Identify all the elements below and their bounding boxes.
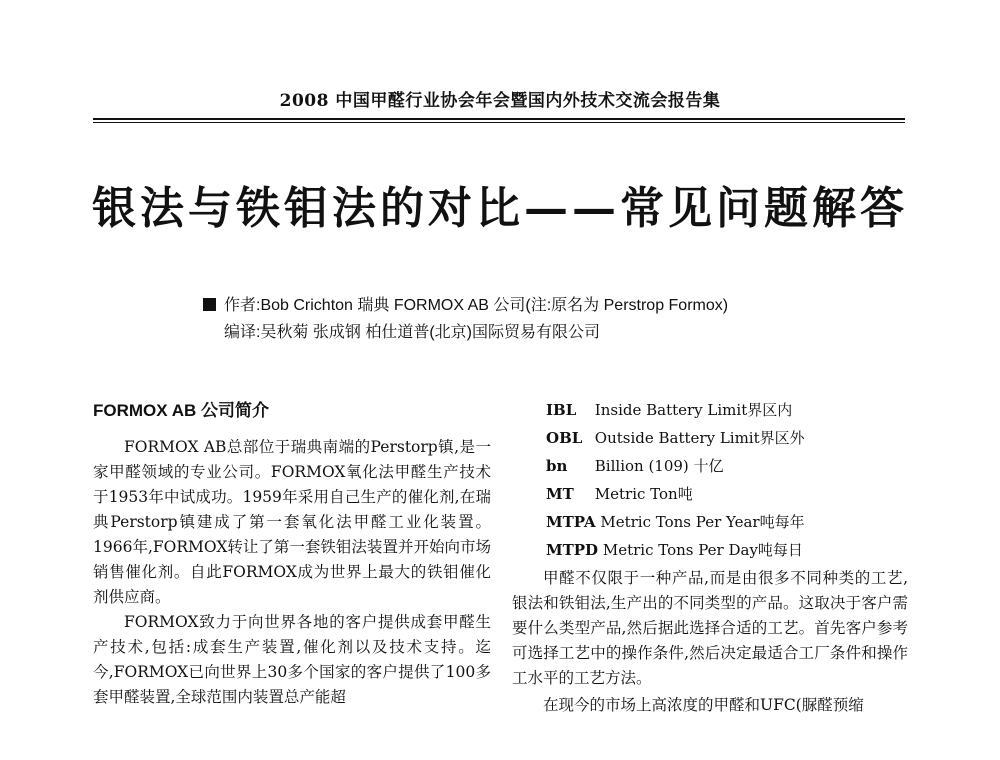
left-column — [93, 396, 491, 710]
abbreviation-text: Billion (109) 十亿 — [594, 457, 724, 475]
abbreviation-item — [512, 536, 908, 564]
abbreviation-text: Outside Battery Limit界区外 — [594, 429, 805, 447]
paragraph: FORMOX AB总部位于瑞典南端的Perstorp镇,是一家甲醛领域的专业公司。FORMOX氧化法甲醛生产技术于1953年中试成功。1959年采用自己生产的催化剂,在瑞典Perstorp镇建成了第一套氧化法甲醛工业化装置。1966年,FORMOX转让了第一套铁钼法装置并开始向市场销售催化剂。自此FORMOX成为世界上最大的铁钼催化剂供应商。 — [93, 438, 491, 606]
abbreviation-key: bn — [546, 457, 568, 475]
abbreviation-key: MTPD — [546, 541, 599, 559]
abbreviation-item — [512, 396, 908, 424]
section-title: FORMOX AB 公司简介 — [93, 401, 269, 420]
abbreviation-text: Metric Ton吨 — [594, 485, 693, 503]
abbreviation-text: Metric Tons Per Year吨每年 — [600, 513, 805, 531]
translator-line: 编译:吴秋菊 张成钢 柏仕道普(北京)国际贸易有限公司 — [224, 324, 600, 341]
header-rule-thin — [93, 122, 905, 123]
header-rule — [93, 118, 905, 120]
running-header: 2008 中国甲醛行业协会年会暨国内外技术交流会报告集 — [279, 91, 721, 111]
author-block — [203, 292, 728, 346]
right-column — [512, 396, 908, 718]
abbreviation-key: OBL — [546, 429, 583, 447]
paragraph: 在现今的市场上高浓度的甲醛和UFC(脲醛预缩 — [543, 696, 864, 714]
author-line — [203, 292, 728, 319]
abbreviation-text: Metric Tons Per Day吨每日 — [602, 541, 803, 559]
abbreviation-key: IBL — [546, 401, 577, 419]
article-title: 银法与铁钼法的对比——常见问题解答 — [92, 183, 908, 234]
author-text: 作者:Bob Crichton 瑞典 FORMOX AB 公司(注:原名为 Perstrop Formox) — [224, 297, 729, 314]
abbreviation-item — [512, 480, 908, 508]
abbreviation-key: MTPA — [546, 513, 596, 531]
abbreviation-item — [512, 424, 908, 452]
abbreviation-item — [512, 508, 908, 536]
abbreviation-text: Inside Battery Limit界区内 — [594, 401, 793, 419]
abbreviation-key: MT — [546, 485, 574, 503]
abbreviation-item — [512, 452, 908, 480]
paragraph: 甲醛不仅限于一种产品,而是由很多不同种类的工艺,银法和铁钼法,生产出的不同类型的产品。这取决于客户需要什么类型产品,然后据此选择合适的工艺。首先客户参考可选择工艺中的操作条件,然后决定最适合工厂条件和操作工水平的工艺方法。 — [512, 569, 908, 687]
paragraph: FORMOX致力于向世界各地的客户提供成套甲醛生产技术,包括:成套生产装置,催化剂以及技术支持。迄今,FORMOX已向世界上30多个国家的客户提供了100多套甲醛装置,全球范围内装置总产能超 — [93, 613, 491, 706]
square-bullet-icon — [203, 298, 216, 311]
